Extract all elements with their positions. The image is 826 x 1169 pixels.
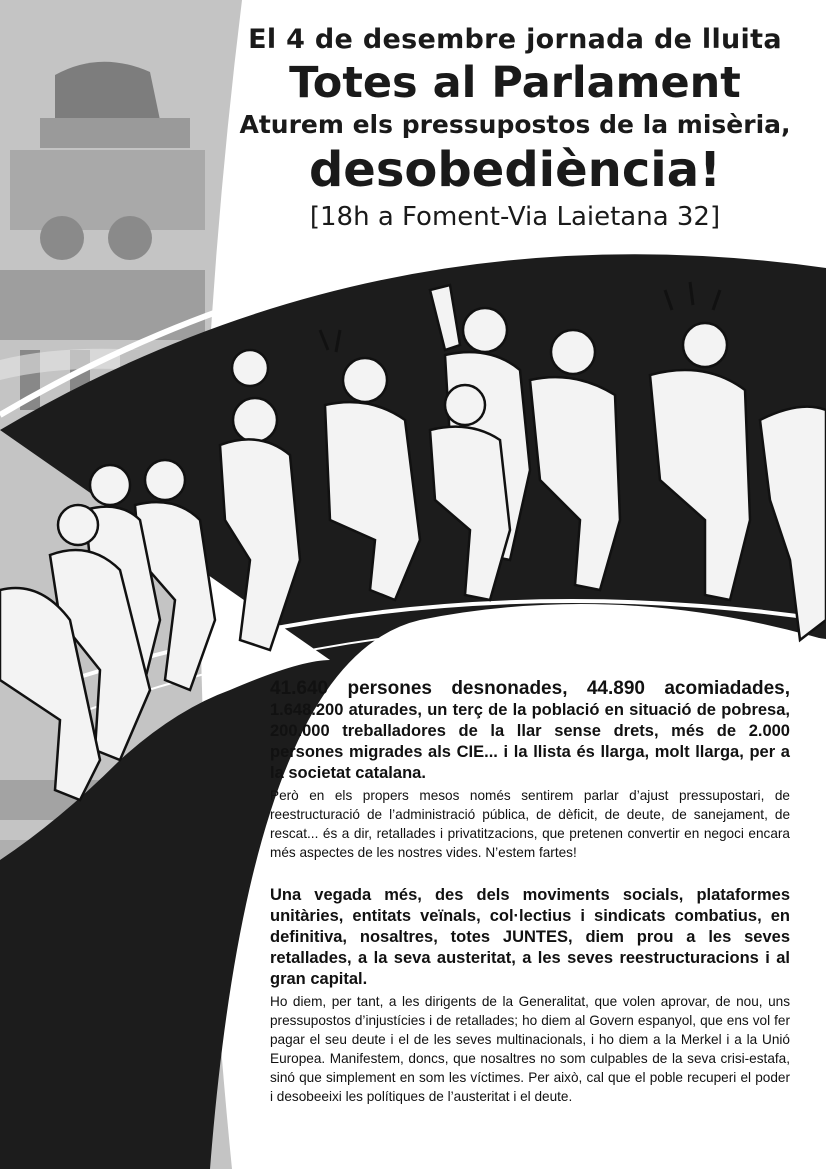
headline — [225, 22, 805, 234]
text-block-2 — [270, 885, 790, 1106]
block1-lead-first: 41.640 persones desnonades, 44.890 acomiadades, — [270, 678, 790, 699]
block1-body: Però en els propers mesos només sentirem parlar d’ajust pressupostari, de reestructuració de l’administració pública, de dèficit, de deute, de sanejament, de rescat... és a dir, retallades i privatitzacions, que pretenen convertir en negoci encara més aspectes de les nostres vides. N’estem fartes! — [270, 788, 790, 860]
text-block-1 — [270, 678, 790, 862]
headline-date: El 4 de desembre jornada de lluita — [248, 24, 782, 55]
block2-lead: Una vegada més, des dels moviments socials, plataformes unitàries, entitats veïnals, col·lectius i sindicats combatius, en definitiva, nosaltres, totes JUNTES, diem prou a les seves retallades, a la seva austeritat, a les seves reestructuracions i al gran capital. — [270, 886, 790, 988]
headline-subtitle: Aturem els pressupostos de la misèria, — [239, 110, 791, 139]
headline-main: Totes al Parlament — [289, 58, 741, 108]
headline-location: [18h a Foment-Via Laietana 32] — [309, 202, 721, 232]
block1-lead — [270, 678, 790, 784]
block1-lead-rest: 1.648.200 aturades, un terç de la població en situació de pobresa, 200.000 treballadores de la llar sense drets, més de 2.000 persones migrades als CIE... i la llista és llarga, molt llarga, per a la societat catalana. — [270, 701, 790, 782]
block2-body: Ho diem, per tant, a les dirigents de la Generalitat, que volen aprovar, de nou, uns pressupostos d’injustícies i de retallades; ho diem al Govern espanyol, que ens vol fer pagar el seu deute i el de les seves multinacionals, i ho diem a la Merkel i a la Unió Europea. Manifestem, doncs, que nosaltres no som culpables de la seva crisi-estafa, sinó que simplement en som les víctimes. Per això, cal que el poble recuperi el poder i desobeeixi les polítiques de l’austeritat i el deute. — [270, 994, 790, 1104]
headline-slogan: desobediència! — [308, 142, 722, 198]
